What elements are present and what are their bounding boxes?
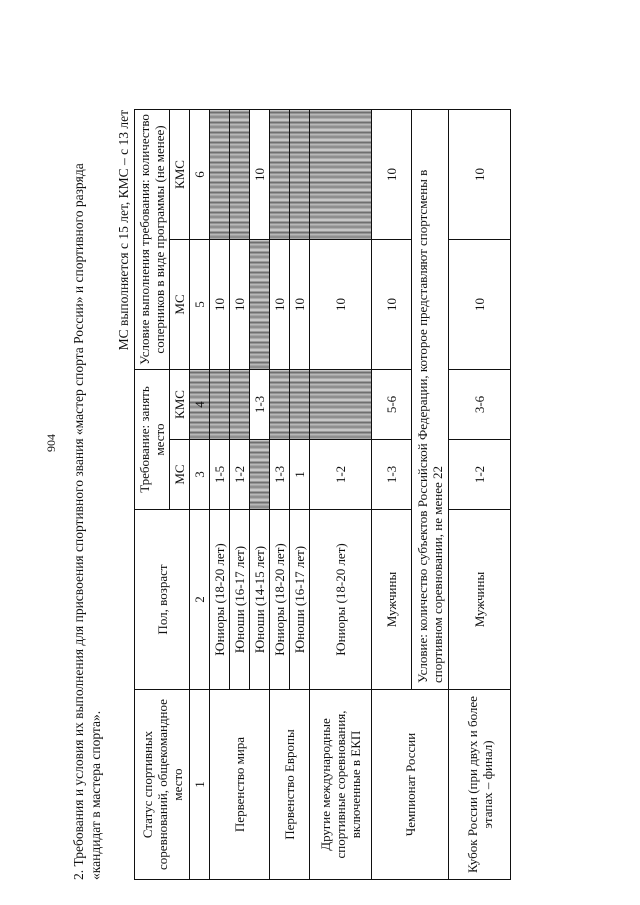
kms-cond-cell: 10 (372, 109, 412, 239)
header-status: Статус спортивных соревнований, общекомандное место (135, 690, 190, 880)
status-cell: Первенство мира (210, 690, 270, 880)
header-requirement: Требование: занять место (135, 369, 170, 509)
header-condition: Условие выполнения требования: количество соперников в виде программы (не менее) (135, 109, 170, 369)
status-cell: Первенство Европы (270, 690, 310, 880)
kms-place-cell: 1-3 (250, 369, 270, 439)
age-cell: Юноши (14-15 лет) (250, 510, 270, 690)
age-cell: Юниоры (18-20 лет) (270, 510, 290, 690)
header-ms-cond: МС (170, 239, 190, 369)
page-number: 904 (44, 434, 58, 452)
age-cell: Мужчины (372, 510, 412, 690)
status-cell: Другие международные спортивные соревнования, включенные в ЕКП (310, 690, 372, 880)
col-number: 4 (190, 369, 210, 439)
kms-place-cell (290, 369, 310, 439)
kms-cond-cell (210, 109, 230, 239)
ms-place-cell: 1 (290, 440, 310, 510)
header-age: Пол, возраст (135, 510, 190, 690)
ms-place-cell: 1-2 (230, 440, 250, 510)
ms-place-cell: 1-2 (449, 440, 511, 510)
kms-place-cell: 3-6 (449, 369, 511, 439)
status-cell: Кубок России (при двух и более этапах – финал) (449, 690, 511, 880)
header-kms-place: КМС (170, 369, 190, 439)
section-heading: 2. Требования и условия их выполнения для присвоения спортивного звания «мастер спорта России» и спортивного разряда «кандидат в мастера спорта». (71, 163, 103, 880)
table-row (310, 109, 372, 879)
ms-cond-cell: 10 (210, 239, 230, 369)
table-row (270, 109, 290, 879)
kms-place-cell (270, 369, 290, 439)
kms-place-cell (310, 369, 372, 439)
ms-place-cell: 1-2 (310, 440, 372, 510)
ms-cond-cell: 10 (310, 239, 372, 369)
age-cell: Юноши (16-17 лет) (230, 510, 250, 690)
table-row (210, 109, 230, 879)
table-row (449, 109, 511, 879)
kms-cond-cell (290, 109, 310, 239)
ms-place-cell: 1-3 (372, 440, 412, 510)
col-number: 1 (190, 690, 210, 880)
col-number: 6 (190, 109, 210, 239)
requirements-table (134, 109, 511, 880)
age-cell: Юноши (16-17 лет) (290, 510, 310, 690)
ms-place-cell: 1-5 (210, 440, 230, 510)
header-kms-cond: КМС (170, 109, 190, 239)
ms-cond-cell: 10 (230, 239, 250, 369)
status-cell: Чемпионат России (372, 690, 449, 880)
ms-cond-cell: 10 (449, 239, 511, 369)
kms-cond-cell: 10 (449, 109, 511, 239)
kms-place-cell: 5-6 (372, 369, 412, 439)
kms-cond-cell (310, 109, 372, 239)
header-ms-place: МС (170, 440, 190, 510)
kms-place-cell (230, 369, 250, 439)
age-cell: Мужчины (449, 510, 511, 690)
kms-place-cell (210, 369, 230, 439)
table-header-row (135, 109, 170, 879)
age-note: МС выполняется с 15 лет, КМС – с 13 лет (116, 110, 131, 351)
kms-cond-cell: 10 (250, 109, 270, 239)
ms-place-cell: 1-3 (270, 440, 290, 510)
age-cell: Юниоры (18-20 лет) (210, 510, 230, 690)
col-number: 3 (190, 440, 210, 510)
ms-cond-cell: 10 (290, 239, 310, 369)
kms-cond-cell (270, 109, 290, 239)
ms-cond-cell (250, 239, 270, 369)
col-number: 5 (190, 239, 210, 369)
ms-cond-cell: 10 (372, 239, 412, 369)
ms-place-cell (250, 440, 270, 510)
kms-cond-cell (230, 109, 250, 239)
table-row (372, 109, 412, 879)
ms-cond-cell: 10 (270, 239, 290, 369)
age-cell: Юниоры (18-20 лет) (310, 510, 372, 690)
document-content (70, 110, 580, 880)
col-number: 2 (190, 510, 210, 690)
column-number-row (190, 109, 210, 879)
condition-note: Условие: количество субъектов Российской Федерации, которое представляют спортсмены в спортивном соревновании, не менее 22 (412, 109, 449, 689)
